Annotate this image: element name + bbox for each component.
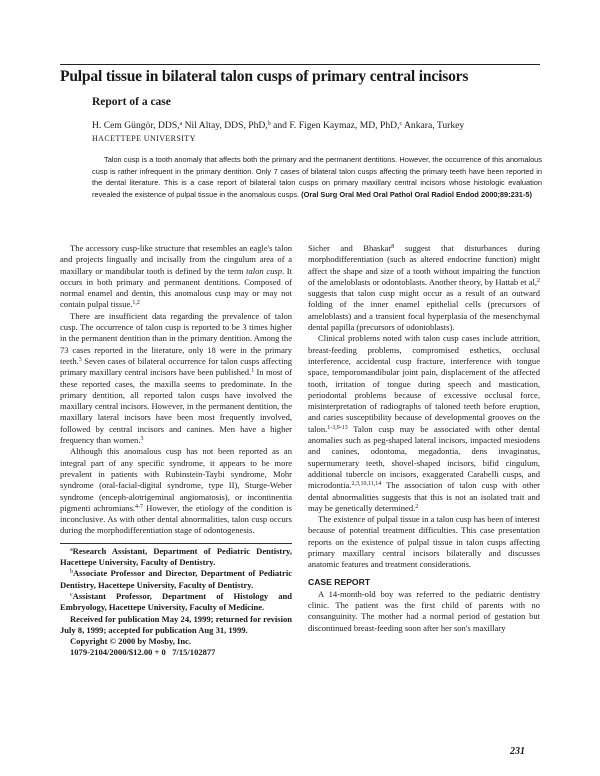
- abstract: [92, 154, 542, 200]
- paragraph: [308, 243, 540, 333]
- text-run: However, the etiology of the condition is inconclusive. As with other dental abnormalities, talon cusp occurs during the morphodifferentiation stage of odontogenesis.: [60, 502, 292, 536]
- author-line: [92, 120, 542, 131]
- author-3-marker: c: [399, 121, 403, 127]
- reference-marker: 2,3,10,11,14: [351, 481, 382, 488]
- footnote-a: [60, 546, 292, 569]
- reference-marker: 1,2: [132, 300, 140, 307]
- author-2: Nil Altay, DDS, PhD,: [182, 120, 268, 131]
- text-run: Sicher and Bhaskar: [308, 243, 392, 253]
- right-column: [308, 243, 540, 634]
- footnote-rule: [60, 543, 292, 544]
- paragraph: [308, 333, 540, 514]
- footnote-text: Assistant Professor, Department of Histology and Embryology, Hacettepe University, Faculty of Medicine.: [60, 590, 292, 613]
- section-heading: CASE REPORT: [308, 576, 371, 587]
- text-run: The accessory cusp-like structure that resembles an eagle's talon and projects lingually and incisally from the cingulum area of a maxillary or mandibular tooth is defined by the term: [60, 243, 292, 276]
- code-text-2: 7/15/102877: [172, 647, 216, 658]
- author-1-marker: a: [179, 121, 183, 127]
- affiliation: HACETTEPE UNIVERSITY: [92, 134, 196, 143]
- footnote-c: [60, 591, 292, 614]
- page-number: 231: [510, 746, 525, 757]
- reference-marker: 4-7: [135, 503, 144, 510]
- footnote-marker: a: [70, 546, 73, 553]
- author-3: and F. Figen Kaymaz, MD, PhD,: [270, 120, 400, 131]
- article-code: [60, 647, 292, 658]
- author-location: Ankara, Turkey: [402, 120, 465, 131]
- received-text: Received for publication May 24, 1999; returned for revision July 8, 1999; accepted for publication Aug 31, 1999.: [60, 613, 292, 635]
- abstract-citation: (Oral Surg Oral Med Oral Pathol Oral Radiol Endod 2000;89:231-5): [299, 189, 532, 199]
- copyright-text: Copyright © 2000 by Mosby, Inc.: [70, 636, 192, 647]
- reference-marker: 2: [537, 277, 540, 284]
- code-text: 1079-2104/2000/$12.00 + 0: [70, 647, 166, 658]
- reference-marker: 1: [251, 368, 255, 375]
- article-title: Pulpal tissue in bilateral talon cusps of primary central incisors: [60, 68, 469, 85]
- footnote-text: Research Assistant, Department of Pediatric Dentistry, Hacettepe University, Faculty of Dentistry.: [60, 545, 292, 568]
- reference-marker: 2: [415, 503, 419, 510]
- paragraph: [60, 446, 292, 536]
- abstract-text: Talon cusp is a tooth anomaly that affects both the primary and the permanent dentitions. However, the occurrence of this anomalous cusp is rather infrequent in the primary dentition. Only 7 cases of bilateral talon cusps affecting the primary teeth have been reported in the dental literature. This is a case report of bilateral talon cusps on primary maxillary central incisors whose histologic evaluation revealed the existence of pulpal tissue in the anomalous cusps.: [92, 155, 542, 199]
- text-run: Seven cases of bilateral occurrence for talon cusps affecting primary maxillary central incisors have been published.: [60, 355, 292, 378]
- top-rule: [60, 64, 540, 65]
- article-subtitle: Report of a case: [92, 96, 171, 108]
- text-run: Although this anomalous cusp has not been reported as an integral part of any specific syndrome, it appears to be more prevalent in patients with Rubinstein-Taybi syndrome, Mohr syndrome (oral-facial-digital syndrome, type II), Sturge-Weber syndrome (enceph-alotrigeminal angiomatosis), or incontinentia pigmenti achromians.: [60, 446, 292, 513]
- reference-marker: 1-3,9-13: [327, 424, 348, 431]
- paragraph: [60, 311, 292, 447]
- reference-marker: 3: [140, 436, 144, 443]
- left-column: [60, 243, 292, 659]
- text-run: Clinical problems noted with talon cusp cases include attrition, breast-feeding problems, compromised esthetics, occlusal interference, accidental cusp fracture, interference with tongue space, temporomandibular joint pain, displacement of the affected tooth, irritation of tongue during speech and mastication, periodontal problems because of excessive occlusal force, misinterpretation of radiographs of taloned teeth before eruption, and caries susceptibility because of developmental grooves on the talon.: [308, 333, 540, 434]
- footnote-text: Associate Professor and Director, Department of Pediatric Dentistry, Hacettepe University, Faculty of Dentistry.: [60, 568, 292, 590]
- footnote-marker: c: [70, 591, 73, 598]
- reference-marker: 8: [391, 244, 395, 250]
- author-1: H. Cem Güngör, DDS,: [92, 120, 180, 131]
- paragraph: [60, 243, 292, 311]
- footnote-marker: b: [70, 569, 73, 576]
- paragraph: The existence of pulpal tissue in a talon cusp has been of interest because of potential treatment difficulties. This case presentation reports on the existence of pulpal tissue in talon cusps affecting primary maxillary central incisors bilaterally and discusses anatomic features and treatment considerations.: [308, 514, 540, 570]
- received-note: [60, 614, 292, 637]
- text-run: In most of these reported cases, the maxilla seems to predominate. In the primary dentition, all reported talon cusps have involved the maxillary central incisors. However, in the permanent dentition, the maxillary lateral incisors have been most frequently involved, followed by central incisors and canines. Men have a higher frequency than women.: [60, 367, 292, 446]
- paragraph: A 14-month-old boy was referred to the pediatric dentistry clinic. The patient was the first child of parents with no consanguinity. The mother had a normal period of gestation but discontinued breast-feeding soon after her son's maxillary: [308, 588, 540, 633]
- text-run: . It occurs in both primary and permanent dentitions. Composed of normal enamel and dentin, this anomalous cusp may or may not contain pulpal tissue.: [60, 265, 293, 310]
- text-run: suggests that talon cusp might occur as a result of an outward folding of the inner enamel epithelial cells (precursors of ameloblasts) and a transient focal hyperplasia of the mesenchymal dental papilla (precursors of odontoblasts).: [308, 288, 540, 333]
- text-run: The association of talon cusp with other dental abnormalities suggests that this is not an isolated trait and may be genetically determined.: [308, 480, 540, 513]
- reference-marker: 3: [78, 356, 82, 363]
- footnote-b: [60, 568, 292, 591]
- text-run: There are insufficient data regarding the prevalence of talon cusp. The occurrence of talon cusp is reported to be 3 times higher in the permanent dentition than in the primary dentition. Among the 73 cases reported in the literature, only 18 were in the primary teeth.: [60, 310, 292, 366]
- text-run: Talon cusp may be associated with other dental anomalies such as peg-shaped lateral incisors, impacted mesiodens and canines, odontoma, megadontia, dens invaginatus, supernumerary teeth, shovel-shaped incisors, bifid cingulum, additional tubercle on incisors, exaggerated Carabelli cusps, and microdontia.: [308, 423, 540, 491]
- term-talon-cusp: talon cusp: [246, 265, 283, 276]
- copyright-note: [60, 636, 292, 647]
- author-2-marker: b: [267, 121, 271, 127]
- text-run: suggest that disturbances during morphodifferentiation (such as altered endocrine function) might affect the shape and size of a tooth without impairing the function of the ameloblasts or odontoblasts. Another theory, by Hattab et al,: [308, 243, 540, 287]
